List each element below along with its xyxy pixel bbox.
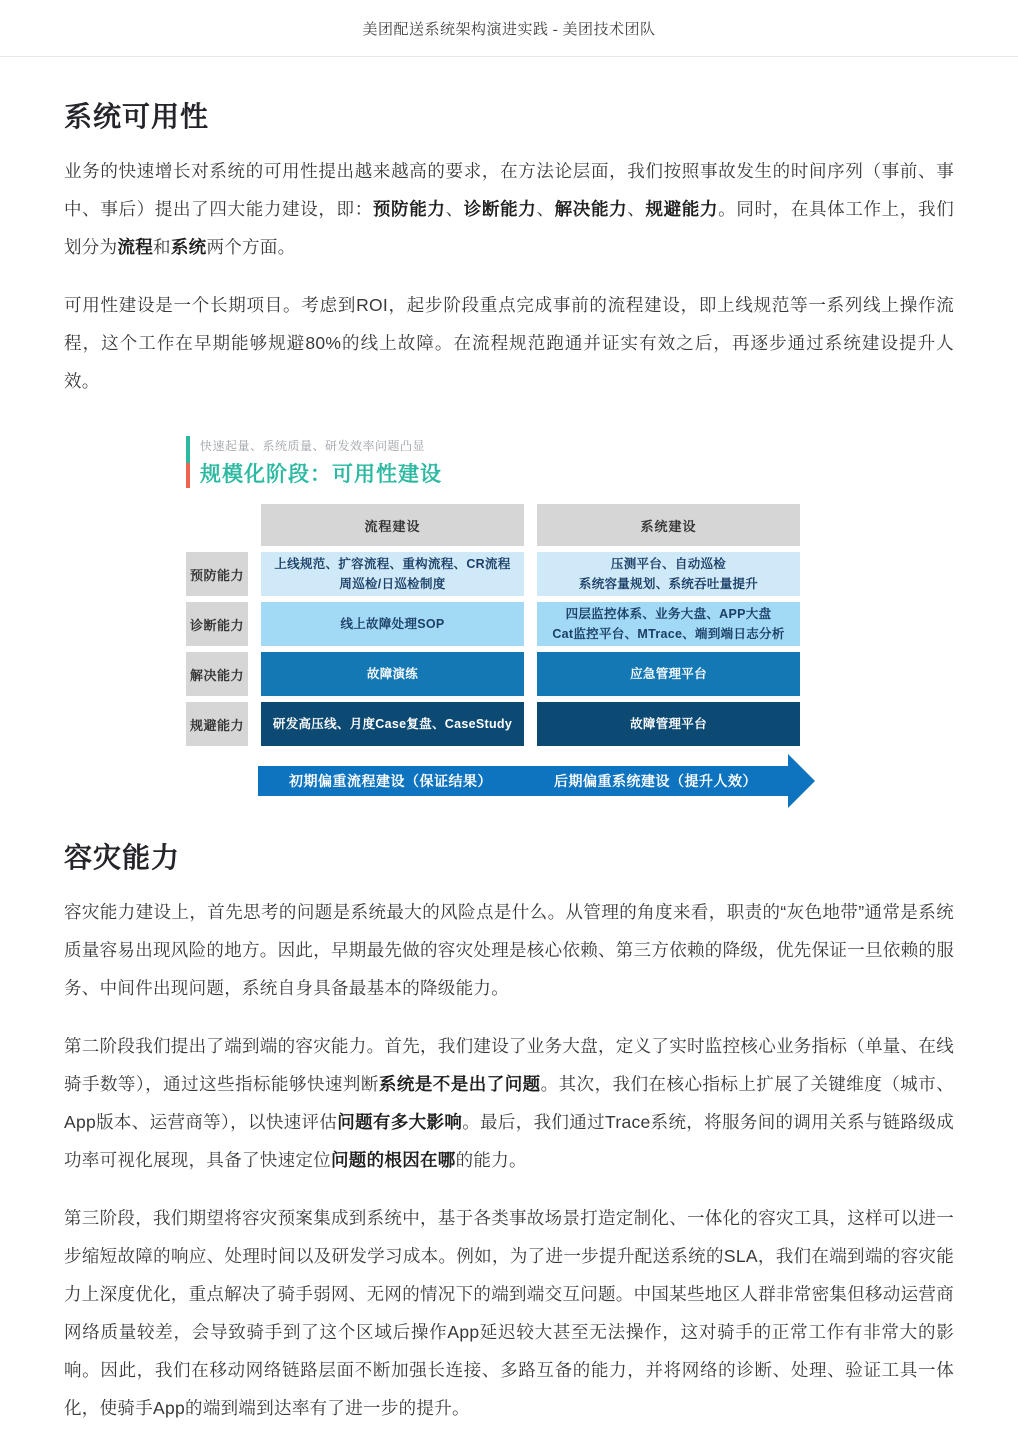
section-heading-availability: 系统可用性 [64, 101, 210, 132]
emphasis-text: 预防能力 [372, 199, 446, 219]
emphasis-text: 诊断能力 [463, 199, 537, 219]
emphasis-text: 系统是不是出了问题 [378, 1074, 541, 1094]
body-text: 第三阶段，我们期望将容灾预案集成到系统中，基于各类事故场景打造定制化、一体化的容灾工具，这样可以进一步缩短故障的响应、处理时间以及研发学习成本。例如，为了进一步提升配送系统的SLA，我们在端到端的容灾能力上深度优化，重点解决了骑手弱网、无网的情况下的端到端交互问题。中国某些地区人群非常密集但移动运营商网络质量较差，会导致骑手到了这个区域后操作App延迟较大甚至无法操作，这对骑手的正常工作有非常大的影响。因此，我们在移动网络链路层面不断加强长连接、多路互备的能力，并将网络的诊断、处理、验证工具一体化，使骑手App的端到端到达率有了进一步的提升。 [64, 1208, 954, 1418]
body-text: 、 [627, 199, 646, 219]
accent-bar-icon [186, 436, 190, 488]
emphasis-text: 规避能力 [645, 199, 719, 219]
emphasis-text: 解决能力 [554, 199, 628, 219]
timeline-arrow [258, 754, 815, 808]
paragraph [64, 152, 954, 266]
body-text: 、 [445, 199, 464, 219]
emphasis-text: 系统 [170, 237, 207, 257]
column-header-system: 系统建设 [537, 504, 800, 546]
accent-bar-coral [186, 463, 190, 488]
page-title: 美团配送系统架构演进实践 - 美团技术团队 [362, 21, 656, 38]
figure-row-label: 解决能力 [186, 652, 248, 696]
column-header-process: 流程建设 [261, 504, 524, 546]
emphasis-text: 问题的根因在哪 [331, 1150, 456, 1170]
paragraph [64, 286, 954, 400]
body-text: 。最后，我们通过Trace系统，将服务间的调用关系与链路级成功率可视化展现，具备了快速定位 [64, 1112, 954, 1170]
body-text: 。同时，在具体工作上，我们划分为 [64, 199, 954, 257]
paragraph [64, 1027, 954, 1179]
figure-header [186, 436, 818, 488]
arrow-head-icon [788, 754, 815, 808]
body-text: 业务的快速增长对系统的可用性提出越来越高的要求，在方法论层面，我们按照事故发生的时间序列（事前、事中、事后）提出了四大能力建设，即： [64, 161, 954, 219]
capability-matrix [186, 504, 800, 746]
print-header [0, 0, 1018, 57]
body-text: 、 [536, 199, 555, 219]
article [0, 99, 1018, 1427]
body-text: 可用性建设是一个长期项目。考虑到ROI，起步阶段重点完成事前的流程建设，即上线规范等一系列线上操作流程，这个工作在早期能够规避80%的线上故障。在流程规范跑通并证实有效之后，再逐步通过系统建设提升人效。 [64, 295, 954, 391]
arrow-left-label: 初期偏重流程建设（保证结果） [289, 773, 492, 789]
section-heading-disaster: 容灾能力 [64, 842, 181, 873]
figure-cell: 四层监控体系、业务大盘、APP大盘 Cat监控平台、MTrace、端到端日志分析 [537, 602, 800, 646]
accent-bar-teal [186, 436, 190, 463]
emphasis-text: 问题有多大影响 [337, 1112, 463, 1132]
body-text: 的能力。 [455, 1150, 527, 1170]
body-text: 容灾能力建设上，首先思考的问题是系统最大的风险点是什么。从管理的角度来看，职责的“灰色地带”通常是系统质量容易出现风险的地方。因此，早期最先做的容灾处理是核心依赖、第三方依赖的降级，优先保证一旦依赖的服务、中间件出现问题，系统自身具备最基本的降级能力。 [64, 902, 954, 998]
figure-row-label: 诊断能力 [186, 602, 248, 646]
body-text: 两个方面。 [206, 237, 296, 257]
figure-cell: 线上故障处理SOP [261, 602, 524, 646]
paragraph [64, 893, 954, 1007]
timeline-arrow-band [258, 766, 788, 796]
figure-kicker: 快速起量、系统质量、研发效率问题凸显 [200, 439, 426, 453]
figure-title: 规模化阶段：可用性建设 [200, 463, 442, 486]
figure-row-label: 预防能力 [186, 552, 248, 596]
figure-corner-spacer [186, 504, 248, 546]
figure-titles [200, 436, 442, 488]
body-text: 第二阶段我们提出了端到端的容灾能力。首先，我们建设了业务大盘，定义了实时监控核心业务指标（单量、在线骑手数等），通过这些指标能够快速判断 [64, 1036, 954, 1094]
figure-cell: 故障演练 [261, 652, 524, 696]
arrow-right-label: 后期偏重系统建设（提升人效） [554, 773, 757, 789]
figure-cell: 研发高压线、月度Case复盘、CaseStudy [261, 702, 524, 746]
emphasis-text: 流程 [117, 237, 154, 257]
availability-diagram [186, 436, 818, 808]
body-text: 。其次，我们在核心指标上扩展了关键维度（城市、App版本、运营商等），以快速评估 [64, 1074, 954, 1132]
figure-cell: 上线规范、扩容流程、重构流程、CR流程 周巡检/日巡检制度 [261, 552, 524, 596]
figure-cell: 应急管理平台 [537, 652, 800, 696]
body-text: 和 [153, 237, 171, 257]
figure-row-label: 规避能力 [186, 702, 248, 746]
figure-cell: 故障管理平台 [537, 702, 800, 746]
figure-cell: 压测平台、自动巡检 系统容量规划、系统吞吐量提升 [537, 552, 800, 596]
paragraph [64, 1199, 954, 1427]
